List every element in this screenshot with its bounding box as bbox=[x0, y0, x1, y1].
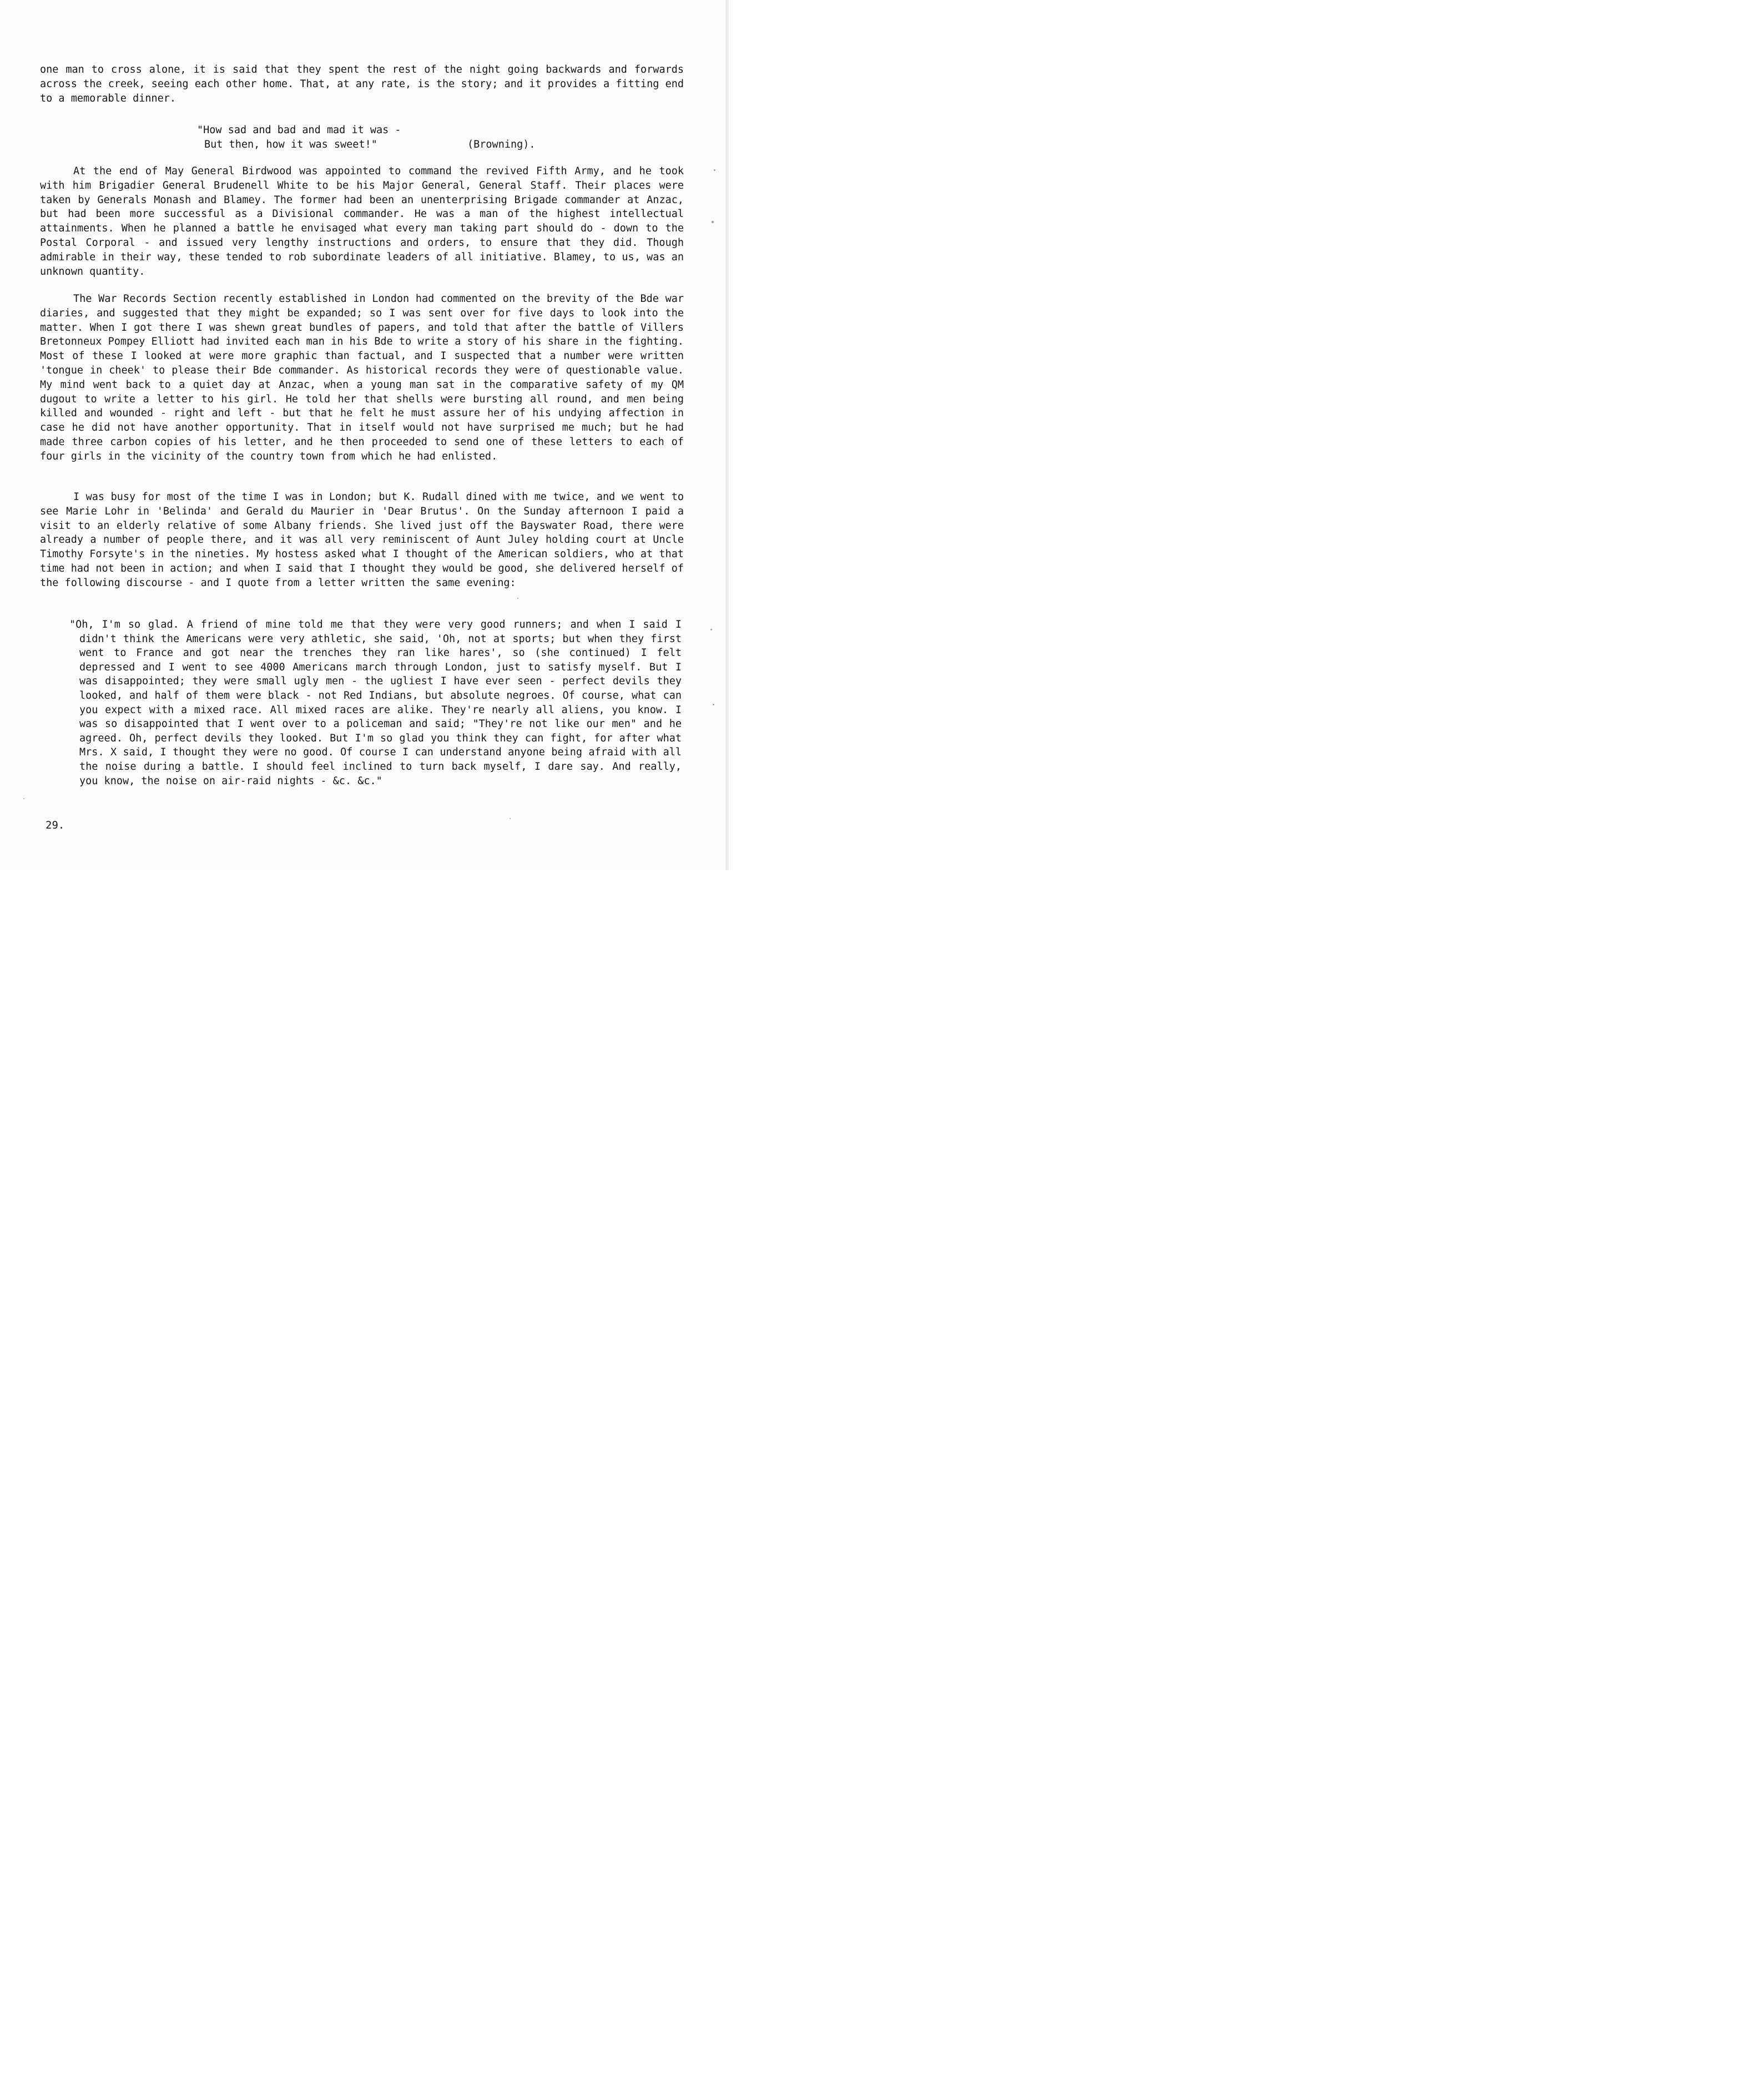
paragraph-london: I was busy for most of the time I was in London; but K. Rudall dined with me twice, and we went to see Marie Lohr in 'Belinda' and Gerald du Maurier in 'Dear Brutus'. On the Sunday afternoon I paid a visit to an elderly relative of some Albany friends. She lived just off the Bayswater Road, there were already a number of people there, and it was all very reminiscent of Aunt Juley holding court at Uncle Timothy Forsyte's in the nineties. My hostess asked what I thought of the American soldiers, who at that time had not been in action; and when I said that I thought they would be good, she delivered herself of the following discourse - and I quote from a letter written the same evening: bbox=[40, 491, 684, 589]
scan-speck bbox=[510, 818, 511, 819]
verse-line-1: "How sad and bad and mad it was - bbox=[197, 124, 401, 136]
opening-paragraph: one man to cross alone, it is said that they spent the rest of the night going backwards and forwards across the creek, seeing each other home. That, at any rate, is the story; and it provides a fitting end to a memorable dinner. bbox=[40, 64, 684, 104]
scan-speck bbox=[712, 221, 714, 223]
paragraph-generals: At the end of May General Birdwood was appointed to command the revived Fifth Army, and he took with him Brigadier General Brudenell White to be his Major General, General Staff. Their places were taken by Generals Monash and Blamey. The former had been an unenterprising Brigade commander at Anzac, but had been more successful as a Divisional commander. He was a man of the highest intellectual attainments. When he planned a battle he envisaged what every man taking part should do - down to the Postal Corporal - and issued very lengthy instructions and orders, to ensure that they did. Though admirable in their way, these tended to rob subordinate leaders of all initiative. Blamey, to us, was an unknown quantity. bbox=[40, 165, 684, 277]
page-number: 29. bbox=[46, 819, 65, 831]
paragraph-block-2 bbox=[40, 292, 684, 464]
verse-attribution: (Browning). bbox=[467, 139, 536, 150]
page-edge bbox=[725, 0, 729, 870]
scan-speck bbox=[23, 798, 24, 799]
verse-quote bbox=[197, 123, 552, 152]
paragraph-block-1 bbox=[40, 164, 684, 279]
typed-page bbox=[0, 0, 729, 870]
verse-line-2: But then, how it was sweet!" bbox=[204, 139, 377, 150]
scan-speck bbox=[710, 629, 712, 630]
letter-quotation: "Oh, I'm so glad. A friend of mine told me that they were very good runners; and when I said I didn't think the Americans were very athletic, she said, 'Oh, not at sports; but when they first went to France and got near the trenches they ran like hares', so (she continued) I felt depressed and I went to see 4000 Americans march through London, just to satisfy myself. But I was disappointed; they were small ugly men - the ugliest I have ever seen - perfect devils they looked, and half of them were black - not Red Indians, but absolute negroes. Of course, what can you expect with a mixed race. All mixed races are alike. They're nearly all aliens, you know. I was so disappointed that I went over to a policeman and said; "They're not like our men" and he agreed. Oh, perfect devils they looked. But I'm so glad you think they can fight, for after what Mrs. X said, I thought they were no good. Of course I can understand anyone being afraid with all the noise during a battle. I should feel inclined to turn back myself, I dare say. And really, you know, the noise on air-raid nights - &c. &c." bbox=[69, 619, 682, 787]
scan-speck bbox=[713, 704, 714, 705]
opening-paragraph-block bbox=[40, 63, 684, 105]
scan-speck bbox=[517, 598, 518, 599]
paragraph-block-3 bbox=[40, 490, 684, 590]
scan-speck bbox=[714, 169, 715, 171]
paragraph-war-records: The War Records Section recently established in London had commented on the brevity of the Bde war diaries, and suggested that they might be expanded; so I was sent over for five days to look into the matter. When I got there I was shewn great bundles of papers, and told that after the battle of Villers Bretonneux Pompey Elliott had invited each man in his Bde to write a story of his share in the fighting. Most of these I looked at were more graphic than factual, and I suspected that a number were written 'tongue in cheek' to please their Bde commander. As historical records they were of questionable value. My mind went back to a quiet day at Anzac, when a young man sat in the comparative safety of my QM dugout to write a letter to his girl. He told her that shells were bursting all round, and men being killed and wounded - right and left - but that he felt he must assure her of his undying affection in case he did not have another opportunity. That in itself would not have surprised me much; but he had made three carbon copies of his letter, and he then proceeded to send one of these letters to each of four girls in the vicinity of the country town from which he had enlisted. bbox=[40, 293, 684, 462]
